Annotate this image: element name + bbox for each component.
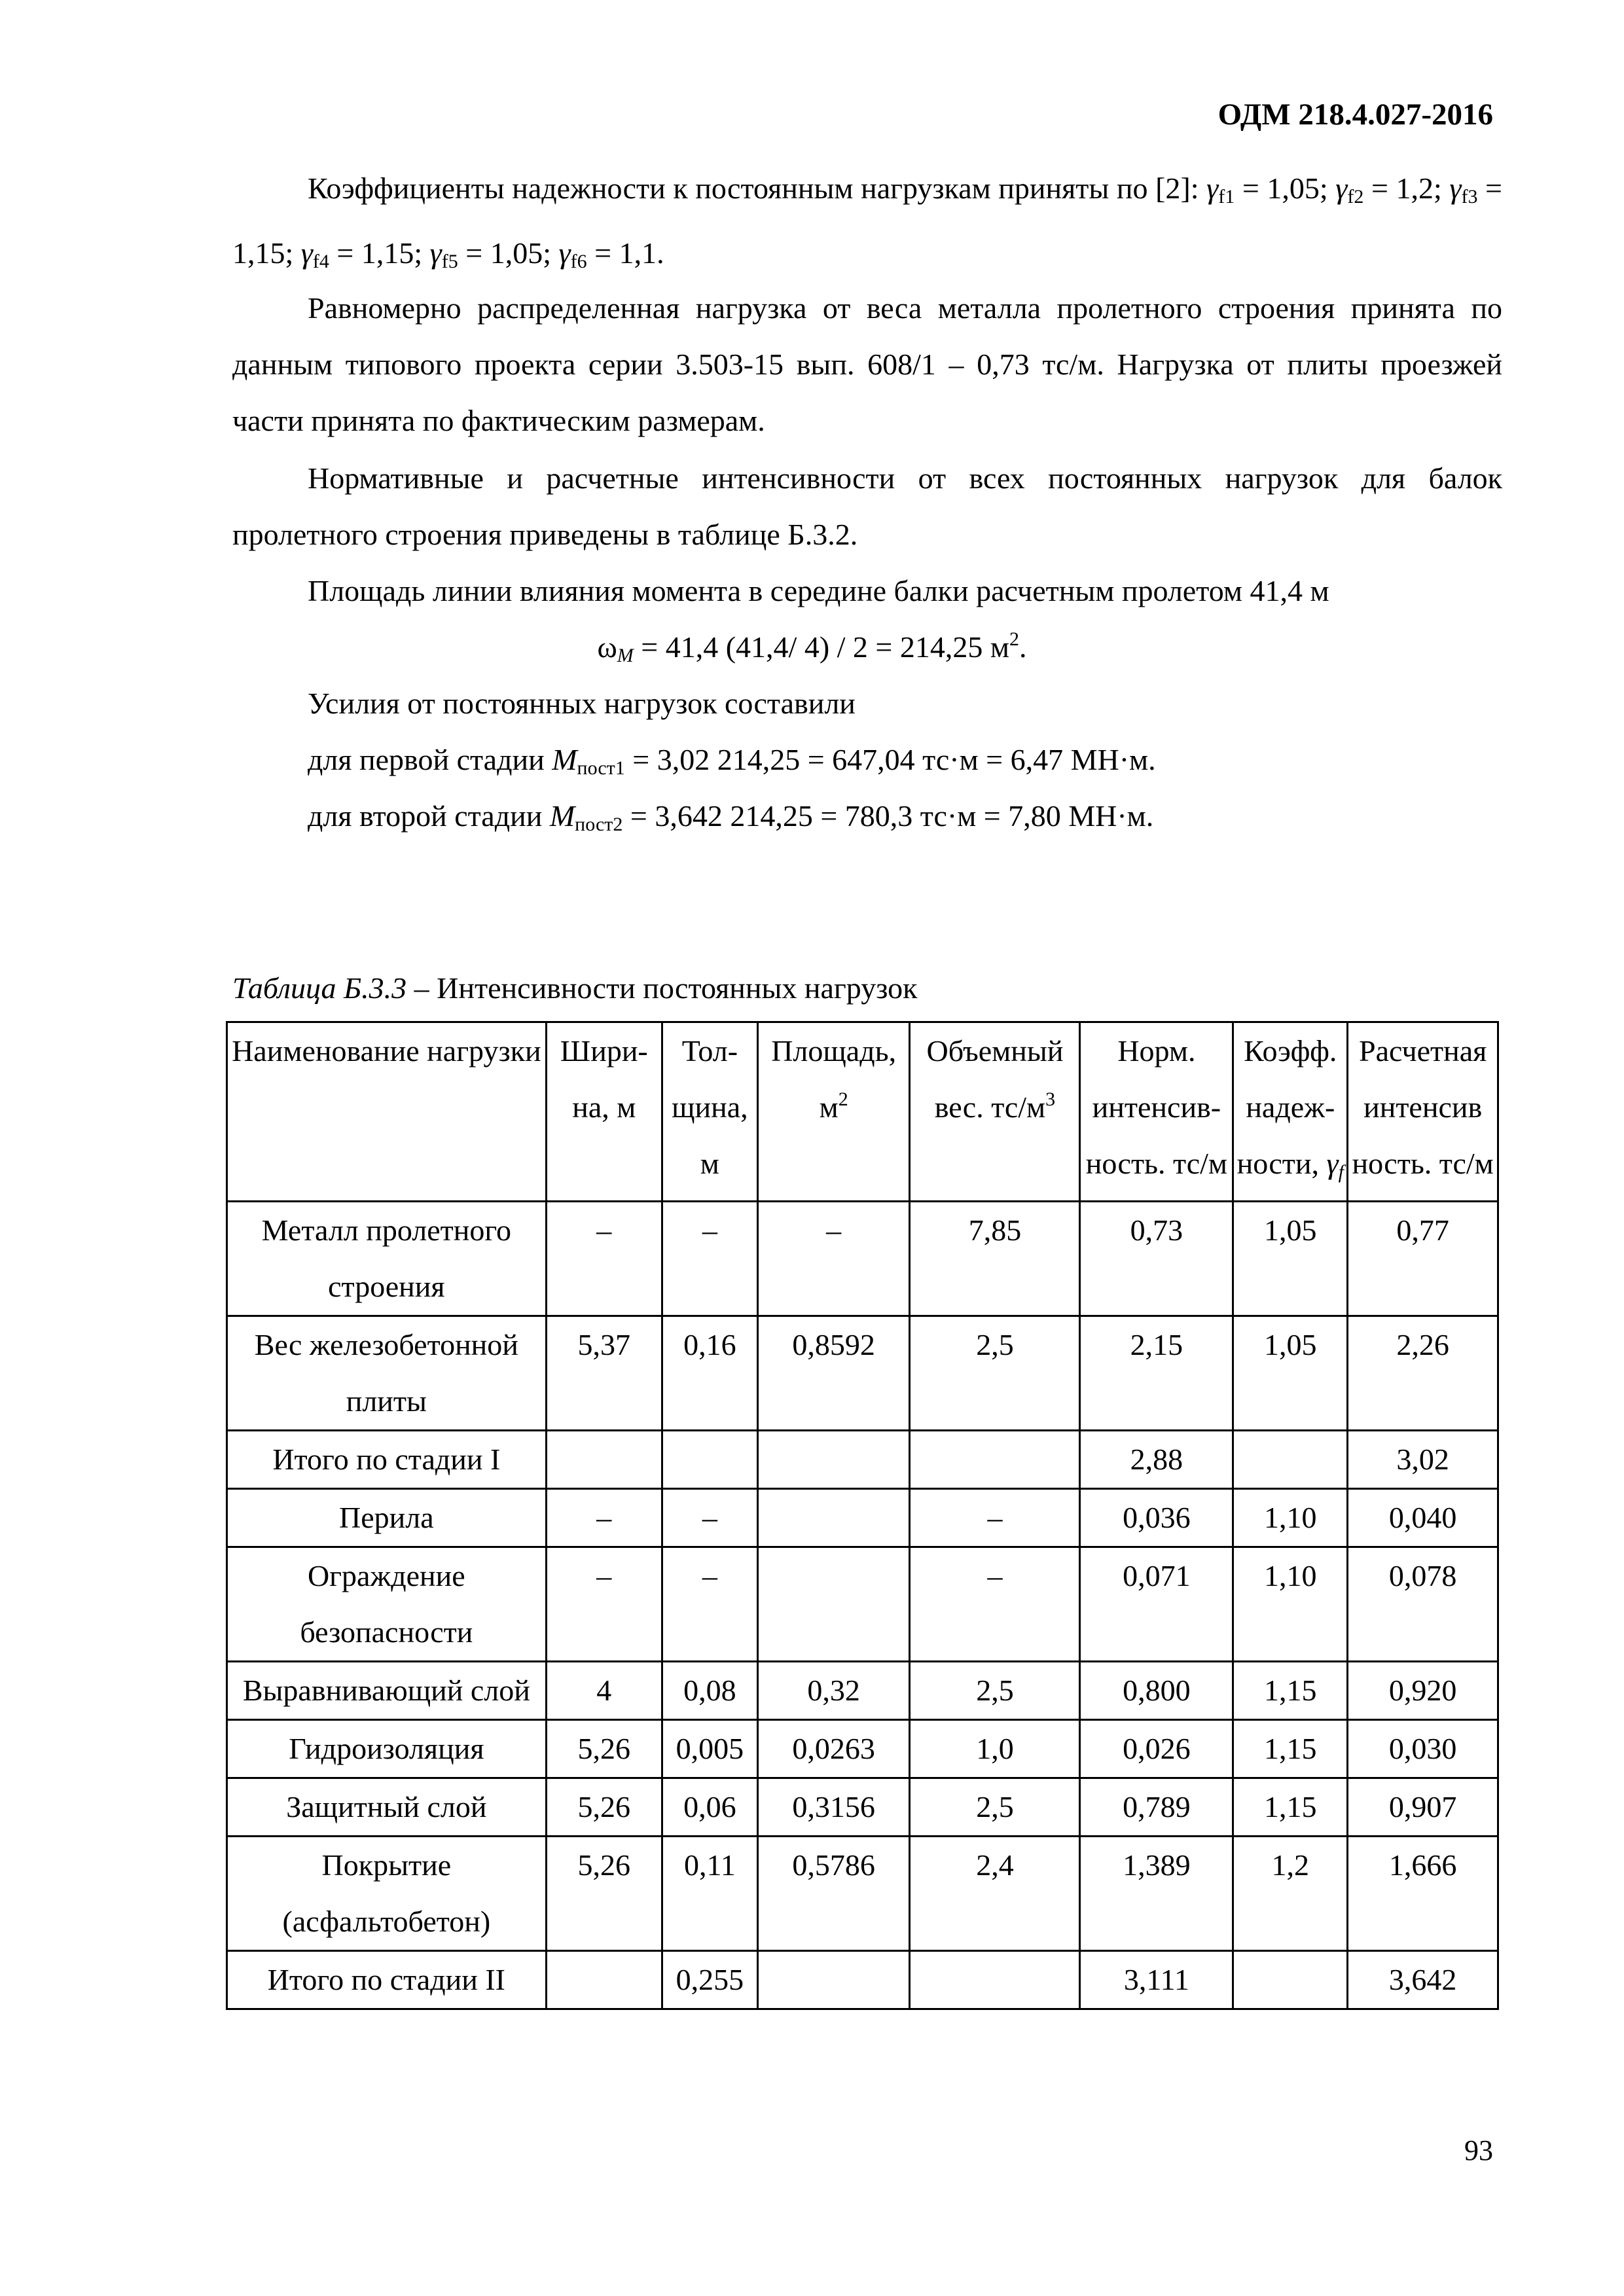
subscript: f4 xyxy=(312,251,329,272)
cell-norm-intensity: 0,800 xyxy=(1080,1662,1233,1720)
value: = 1,2; xyxy=(1363,171,1450,205)
subscript: f2 xyxy=(1347,186,1364,207)
value: = 1,15; xyxy=(232,171,1502,270)
cell-thickness: 0,11 xyxy=(662,1837,757,1951)
header-area xyxy=(757,1022,910,1202)
cell-calc-intensity: 0,030 xyxy=(1348,1720,1498,1778)
header-calc-intensity: Расчетная интенсив ность. тс/м xyxy=(1348,1022,1498,1202)
cell-norm-intensity: 0,036 xyxy=(1080,1489,1233,1547)
table-row xyxy=(227,1547,1498,1662)
text: для второй стадии xyxy=(308,799,550,833)
line-influence-area: Площадь линии влияния момента в середине балки расчетным пролетом 41,4 м xyxy=(308,574,1329,607)
header-volume-weight xyxy=(910,1022,1080,1202)
cell-volume-weight: 1,0 xyxy=(910,1720,1080,1778)
cell-volume-weight: 2,5 xyxy=(910,1662,1080,1720)
cell-reliability-coef: 1,05 xyxy=(1233,1202,1348,1316)
cell-width: 5,37 xyxy=(546,1316,662,1431)
cell-reliability-coef: 1,15 xyxy=(1233,1720,1348,1778)
cell-calc-intensity: 3,642 xyxy=(1348,1951,1498,2009)
subscript: M xyxy=(617,645,634,666)
cell-name: Гидроизоляция xyxy=(227,1720,547,1778)
cell-area: 0,0263 xyxy=(757,1720,910,1778)
superscript: 2 xyxy=(838,1088,848,1110)
cell-calc-intensity: 2,26 xyxy=(1348,1316,1498,1431)
superscript: 3 xyxy=(1045,1088,1056,1110)
cell-reliability-coef: 1,10 xyxy=(1233,1489,1348,1547)
gamma-symbol: γ xyxy=(300,236,313,270)
header-text: Коэфф. надеж-ности, xyxy=(1236,1034,1337,1180)
gamma-symbol: γ xyxy=(1335,171,1348,205)
cell-thickness xyxy=(662,1431,757,1489)
cell-area: 0,5786 xyxy=(757,1837,910,1951)
header-text: Объемный вес. тс/м xyxy=(926,1034,1064,1124)
cell-area xyxy=(757,1489,910,1547)
cell-norm-intensity: 2,15 xyxy=(1080,1316,1233,1431)
moment-symbol: M xyxy=(552,743,577,776)
subscript: f6 xyxy=(570,251,587,272)
cell-width: 5,26 xyxy=(546,1837,662,1951)
formula-omega xyxy=(0,619,1624,684)
cell-thickness: 0,08 xyxy=(662,1662,757,1720)
cell-name: Металл пролетного строения xyxy=(227,1202,547,1316)
subscript: f3 xyxy=(1461,186,1478,207)
cell-calc-intensity: 0,907 xyxy=(1348,1778,1498,1837)
cell-name: Итого по стадии II xyxy=(227,1951,547,2009)
loads-table xyxy=(226,1021,1499,2010)
cell-norm-intensity: 3,111 xyxy=(1080,1951,1233,2009)
cell-area: – xyxy=(757,1202,910,1316)
line-forces-intro: Усилия от постоянных нагрузок составили xyxy=(308,687,856,720)
text: = 3,02 214,25 = 647,04 тс·м = 6,47 МН·м. xyxy=(624,743,1156,776)
paragraph-reliability-coefficients xyxy=(232,160,1502,290)
cell-volume-weight xyxy=(910,1951,1080,2009)
cell-name: Ограждение безопасности xyxy=(227,1547,547,1662)
cell-name: Перила xyxy=(227,1489,547,1547)
cell-reliability-coef: 1,05 xyxy=(1233,1316,1348,1431)
cell-thickness: 0,255 xyxy=(662,1951,757,2009)
header-name: Наименование нагрузки xyxy=(227,1022,547,1202)
cell-volume-weight: – xyxy=(910,1489,1080,1547)
table-row xyxy=(227,1662,1498,1720)
cell-norm-intensity: 2,88 xyxy=(1080,1431,1233,1489)
page-number: 93 xyxy=(1464,2134,1493,2166)
text: для первой стадии xyxy=(308,743,552,776)
cell-thickness: – xyxy=(662,1202,757,1316)
cell-width: 5,26 xyxy=(546,1720,662,1778)
cell-norm-intensity: 0,789 xyxy=(1080,1778,1233,1837)
cell-reliability-coef: 1,10 xyxy=(1233,1547,1348,1662)
gamma-symbol: γ xyxy=(558,236,571,270)
moment-symbol: M xyxy=(549,799,575,833)
formula-end: . xyxy=(1019,630,1027,664)
table-row xyxy=(227,1489,1498,1547)
cell-calc-intensity: 0,040 xyxy=(1348,1489,1498,1547)
cell-calc-intensity: 0,920 xyxy=(1348,1662,1498,1720)
cell-width xyxy=(546,1431,662,1489)
cell-volume-weight: 2,5 xyxy=(910,1316,1080,1431)
cell-name: Защитный слой xyxy=(227,1778,547,1837)
table-row xyxy=(227,1951,1498,2009)
table-row xyxy=(227,1837,1498,1951)
cell-norm-intensity: 0,73 xyxy=(1080,1202,1233,1316)
table-header-row xyxy=(227,1022,1498,1202)
cell-thickness: – xyxy=(662,1489,757,1547)
cell-thickness: 0,06 xyxy=(662,1778,757,1837)
cell-calc-intensity: 0,77 xyxy=(1348,1202,1498,1316)
value: = 1,1. xyxy=(586,236,664,270)
line-first-stage xyxy=(308,732,1156,797)
cell-name: Выравнивающий слой xyxy=(227,1662,547,1720)
cell-volume-weight: 2,5 xyxy=(910,1778,1080,1837)
cell-name: Итого по стадии I xyxy=(227,1431,547,1489)
cell-area: 0,8592 xyxy=(757,1316,910,1431)
subscript: f5 xyxy=(441,251,458,272)
subscript: f1 xyxy=(1218,186,1235,207)
paragraph-metal-load: Равномерно распределенная нагрузка от веса металла пролетного строения принята по данным типового проекта серии 3.503-15 вып. 608/1 – 0,73 тс/м. Нагрузка от плиты проезжей части принята по фактическим размерам. xyxy=(232,291,1502,437)
subscript: пост1 xyxy=(577,757,625,779)
value: = 1,15; xyxy=(329,236,430,270)
cell-width: – xyxy=(546,1547,662,1662)
cell-area xyxy=(757,1547,910,1662)
value: = 1,05; xyxy=(1235,171,1336,205)
cell-area xyxy=(757,1951,910,2009)
cell-norm-intensity: 0,026 xyxy=(1080,1720,1233,1778)
table-row xyxy=(227,1431,1498,1489)
table-body xyxy=(227,1202,1498,2009)
cell-reliability-coef xyxy=(1233,1951,1348,2009)
cell-volume-weight: 7,85 xyxy=(910,1202,1080,1316)
omega-symbol: ω xyxy=(597,630,617,664)
header-reliability-coef xyxy=(1233,1022,1348,1202)
table-caption xyxy=(232,962,917,1014)
cell-reliability-coef: 1,2 xyxy=(1233,1837,1348,1951)
header-thickness: Тол-щина, м xyxy=(662,1022,757,1202)
cell-calc-intensity: 1,666 xyxy=(1348,1837,1498,1951)
cell-width: – xyxy=(546,1202,662,1316)
formula-expression: = 41,4 (41,4/ 4) / 2 = 214,25 м xyxy=(633,630,1009,664)
table-row xyxy=(227,1778,1498,1837)
document-code: ОДМ 218.4.027-2016 xyxy=(1218,98,1493,132)
table-caption-title: – Интенсивности постоянных нагрузок xyxy=(406,971,918,1005)
cell-area: 0,3156 xyxy=(757,1778,910,1837)
gamma-symbol: γ xyxy=(1449,171,1462,205)
cell-volume-weight xyxy=(910,1431,1080,1489)
cell-norm-intensity: 0,071 xyxy=(1080,1547,1233,1662)
header-width: Шири-на, м xyxy=(546,1022,662,1202)
header-norm-intensity: Норм. интенсив-ность. тс/м xyxy=(1080,1022,1233,1202)
value: = 1,05; xyxy=(458,236,559,270)
subscript: пост2 xyxy=(575,814,623,835)
cell-width: 5,26 xyxy=(546,1778,662,1837)
cell-reliability-coef: 1,15 xyxy=(1233,1778,1348,1837)
cell-name: Покрытие (асфальтобетон) xyxy=(227,1837,547,1951)
paragraph-intensities: Нормативные и расчетные интенсивности от всех постоянных нагрузок для балок пролетного строения приведены в таблице Б.3.2. xyxy=(232,461,1502,551)
line-second-stage xyxy=(308,788,1153,853)
cell-area xyxy=(757,1431,910,1489)
cell-thickness: – xyxy=(662,1547,757,1662)
cell-area: 0,32 xyxy=(757,1662,910,1720)
cell-norm-intensity: 1,389 xyxy=(1080,1837,1233,1951)
table-row xyxy=(227,1202,1498,1316)
gamma-symbol: γ xyxy=(1326,1147,1339,1180)
text: Коэффициенты надежности к постоянным нагрузкам приняты по [2]: xyxy=(308,171,1207,205)
table-caption-number: Таблица Б.3.3 xyxy=(232,971,407,1005)
cell-width xyxy=(546,1951,662,2009)
subscript: f xyxy=(1338,1161,1344,1183)
cell-calc-intensity: 3,02 xyxy=(1348,1431,1498,1489)
superscript: 2 xyxy=(1009,628,1019,650)
cell-calc-intensity: 0,078 xyxy=(1348,1547,1498,1662)
gamma-symbol: γ xyxy=(429,236,442,270)
cell-thickness: 0,16 xyxy=(662,1316,757,1431)
cell-volume-weight: 2,4 xyxy=(910,1837,1080,1951)
cell-name: Вес железобетонной плиты xyxy=(227,1316,547,1431)
cell-width: 4 xyxy=(546,1662,662,1720)
table-row xyxy=(227,1316,1498,1431)
cell-thickness: 0,005 xyxy=(662,1720,757,1778)
cell-volume-weight: – xyxy=(910,1547,1080,1662)
table-row xyxy=(227,1720,1498,1778)
cell-reliability-coef: 1,15 xyxy=(1233,1662,1348,1720)
cell-reliability-coef xyxy=(1233,1431,1348,1489)
text: = 3,642 214,25 = 780,3 тс·м = 7,80 МН·м. xyxy=(623,799,1154,833)
header-text: Площадь, м xyxy=(771,1034,897,1124)
gamma-symbol: γ xyxy=(1206,171,1219,205)
cell-width: – xyxy=(546,1489,662,1547)
